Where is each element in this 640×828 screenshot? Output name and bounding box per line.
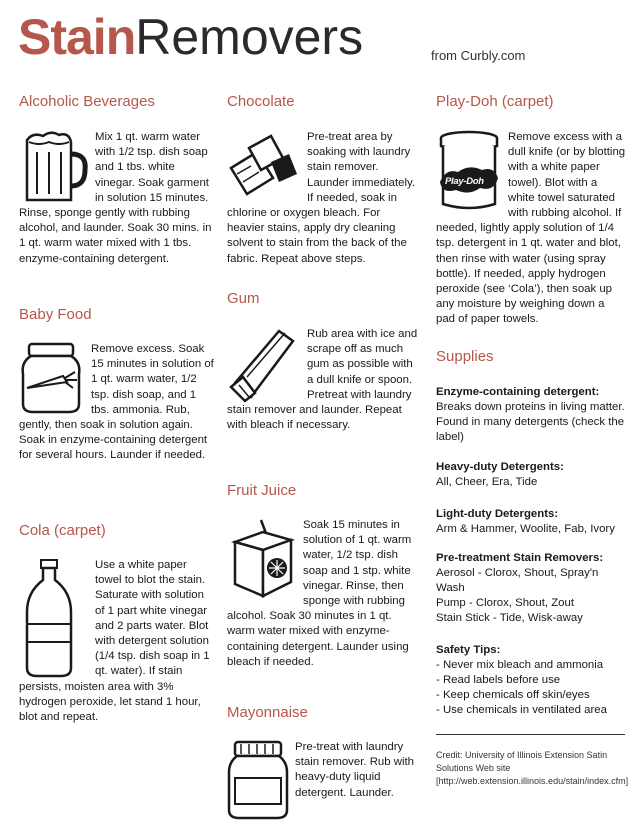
beer-mug-icon xyxy=(19,130,89,202)
play-doh-label: Play-Doh xyxy=(445,176,484,187)
supply-light xyxy=(436,507,626,537)
gum-stick-icon xyxy=(227,327,299,403)
supply-heavy xyxy=(436,460,626,490)
playdoh-text: Remove excess with a dull knife (or by blotting with a white paper towel). Blot with a white towel saturated with rubbing alcohol. If needed, lightly apply solution of 1/4 tsp. detergent in 1 qt. water and blot, then rinse with water (using spray bottle). If needed, apply hydrogen peroxide (see ‘Cola’), then soak up any moisture by weighing down a pad of paper towels. xyxy=(436,131,626,326)
play-doh-can-icon xyxy=(436,130,502,212)
source-label: from Curbly.com xyxy=(431,48,526,63)
heading-juice: Fruit Juice xyxy=(227,482,297,499)
mayo-jar-icon xyxy=(227,740,289,820)
heavy-title: Heavy-duty Detergents: xyxy=(436,461,564,473)
divider xyxy=(436,734,625,735)
heading-supplies: Supplies xyxy=(436,348,494,365)
supply-pretreat xyxy=(436,551,626,626)
alcoholic-text: Mix 1 qt. warm water with 1/2 tsp. dish soap and 1 tbs. white vinegar. Soak garment in solution 15 minutes. Rinse, sponge gently with rubbing alcohol, and launder. Soak 30 mins. in 1 qt. warm water mixed with 1 tbs. enzyme-containing detergent. xyxy=(19,131,212,265)
cola-text: Use a white paper towel to blot the stain. Saturate with solution of 1 part white vinegar and 2 parts water. Blot with detergent solution (1/4 tsp. dish soap in 1 qt. water). If stain persists, moisten area with 3% hydrogen peroxide, let stand 1 hour, blot and repeat. xyxy=(19,559,210,724)
gum-text: Rub area with ice and scrape off as much gum as possible with a dull knife or spoon. Pretreat with laundry stain remover and launder. Repeat with bleach if necessary. xyxy=(227,328,418,432)
safety-line: - Use chemicals in ventilated area xyxy=(436,704,607,716)
supply-enzyme xyxy=(436,385,626,445)
soda-bottle-icon xyxy=(19,558,79,678)
babyfood-block xyxy=(19,342,214,464)
safety-line: - Read labels before use xyxy=(436,674,561,686)
enzyme-title: Enzyme-containing detergent: xyxy=(436,386,600,398)
title-removers: Removers xyxy=(135,9,364,65)
heading-cola: Cola (carpet) xyxy=(19,522,106,539)
alcoholic-block xyxy=(19,130,214,267)
light-text: Arm & Hammer, Woolite, Fab, Ivory xyxy=(436,523,615,535)
heading-babyfood: Baby Food xyxy=(19,306,92,323)
mayo-block xyxy=(227,740,419,820)
safety-line: - Keep chemicals off skin/eyes xyxy=(436,689,590,701)
chocolate-text: Pre-treat area by soaking with laundry stain remover. Launder immediately. If needed, soak in chlorine or oxygen bleach. For heavier stains, apply dry cleaning solvent to stain from the back of the fabric. Repeat above steps. xyxy=(227,131,416,265)
gum-block xyxy=(227,327,419,433)
pretreat-line: Pump - Clorox, Shout, Zout xyxy=(436,597,575,609)
heading-mayo: Mayonnaise xyxy=(227,704,308,721)
safety-title: Safety Tips: xyxy=(436,644,501,656)
mayo-text: Pre-treat with laundry stain remover. Rub with heavy-duty liquid detergent. Launder. xyxy=(295,741,415,799)
playdoh-block xyxy=(436,130,626,328)
baby-food-jar-icon xyxy=(19,342,83,414)
juice-box-icon xyxy=(227,518,297,598)
title-stain: Stain xyxy=(18,9,136,65)
chocolate-bar-icon xyxy=(227,130,299,198)
babyfood-text: Remove excess. Soak 15 minutes in solution of 1 qt. warm water, 1/2 tsp. dish soap, and 1 tbs. ammonia. Rub, gently, then soak in solution again. Soak in enzyme-containing detergent for several hours. Launder if needed. xyxy=(19,343,214,462)
cola-block xyxy=(19,558,214,725)
supply-safety xyxy=(436,643,626,718)
enzyme-text: Breaks down proteins in living matter. Found in many detergents (check the label) xyxy=(436,401,625,443)
heading-chocolate: Chocolate xyxy=(227,93,295,110)
heading-gum: Gum xyxy=(227,290,260,307)
chocolate-block xyxy=(227,130,419,267)
juice-block xyxy=(227,518,419,670)
light-title: Light-duty Detergents: xyxy=(436,508,559,520)
pretreat-line: Aerosol - Clorox, Shout, Spray'n Wash xyxy=(436,567,599,594)
juice-text: Soak 15 minutes in solution of 1 qt. warm water, 1/2 tsp. dish soap and 1 stp. white vinegar. Rinse, then sponge with rubbing alcohol. Soak 30 minutes in 1 qt. warm water mixed with enzyme-containing detergent. Launder using bleach if needed. xyxy=(227,519,412,668)
pretreat-line: Stain Stick - Tide, Wisk-away xyxy=(436,612,583,624)
heading-playdoh: Play-Doh (carpet) xyxy=(436,93,554,110)
heavy-text: All, Cheer, Era, Tide xyxy=(436,476,538,488)
pretreat-title: Pre-treatment Stain Removers: xyxy=(436,552,604,564)
page-title xyxy=(18,8,363,66)
heading-alcoholic: Alcoholic Beverages xyxy=(19,93,155,110)
safety-line: - Never mix bleach and ammonia xyxy=(436,659,604,671)
credit-note: Credit: University of Illinois Extension Satin Solutions Web site [http://web.extension.illinois.edu/stain/index.cfm] xyxy=(436,750,629,786)
